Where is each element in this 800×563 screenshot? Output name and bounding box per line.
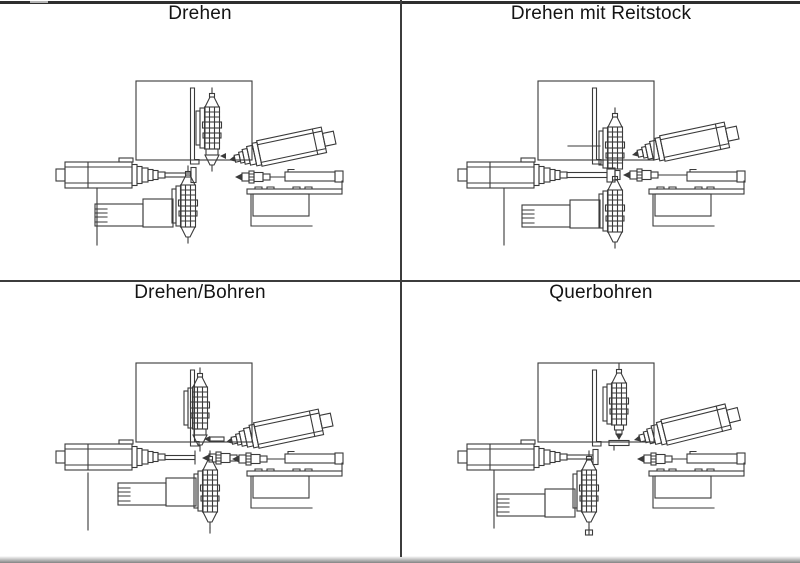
quadrant-divider-vertical <box>400 0 402 557</box>
machine-diagram-querbohren <box>402 282 800 557</box>
cross-drill <box>609 425 629 450</box>
bottom-turret <box>573 451 599 535</box>
top-turret <box>603 364 629 425</box>
quadrant-divider-horizontal <box>0 280 800 282</box>
tailstock-center <box>623 169 658 181</box>
panel-drehen-bohren <box>0 282 400 557</box>
tool-slide <box>247 452 343 509</box>
panel-title-querbohren: Querbohren <box>549 282 653 303</box>
machine-column <box>538 363 654 446</box>
drill-tool <box>204 436 224 442</box>
tool-slide <box>649 452 745 509</box>
drive-unit <box>522 200 600 228</box>
bottom-turret <box>172 166 198 243</box>
panel-querbohren <box>402 282 800 557</box>
main-spindle <box>56 440 165 470</box>
counter-spindle <box>223 407 334 455</box>
panel-drehen <box>0 3 400 280</box>
counter-spindle <box>631 401 742 452</box>
panel-title-drehen: Drehen <box>168 3 232 24</box>
scan-artifact-bottom <box>0 556 800 563</box>
drive-unit <box>497 489 575 517</box>
machine-diagram-drehen-mit-reitstock <box>402 3 800 280</box>
drive-unit <box>95 199 173 227</box>
machine-diagram-drehen <box>0 3 400 280</box>
tool-slide <box>247 170 343 227</box>
main-spindle <box>458 440 567 470</box>
bottom-turret <box>599 171 625 248</box>
center-tool <box>637 453 672 465</box>
main-spindle <box>56 158 165 188</box>
center-tool <box>235 171 270 183</box>
top-turret <box>196 88 222 171</box>
tool-slide <box>649 170 745 227</box>
workpiece-shaft <box>567 173 607 178</box>
main-spindle <box>458 158 567 188</box>
machine-diagram-drehen-bohren <box>0 282 400 557</box>
counter-spindle <box>226 125 337 173</box>
machine-column <box>136 81 252 164</box>
panel-title-drehen-mit-reitstock: Drehen mit Reitstock <box>510 3 692 24</box>
panel-title-drehen-bohren: Drehen/Bohren <box>134 282 266 303</box>
drive-unit <box>118 478 196 506</box>
panel-drehen-mit-reitstock <box>402 3 800 280</box>
